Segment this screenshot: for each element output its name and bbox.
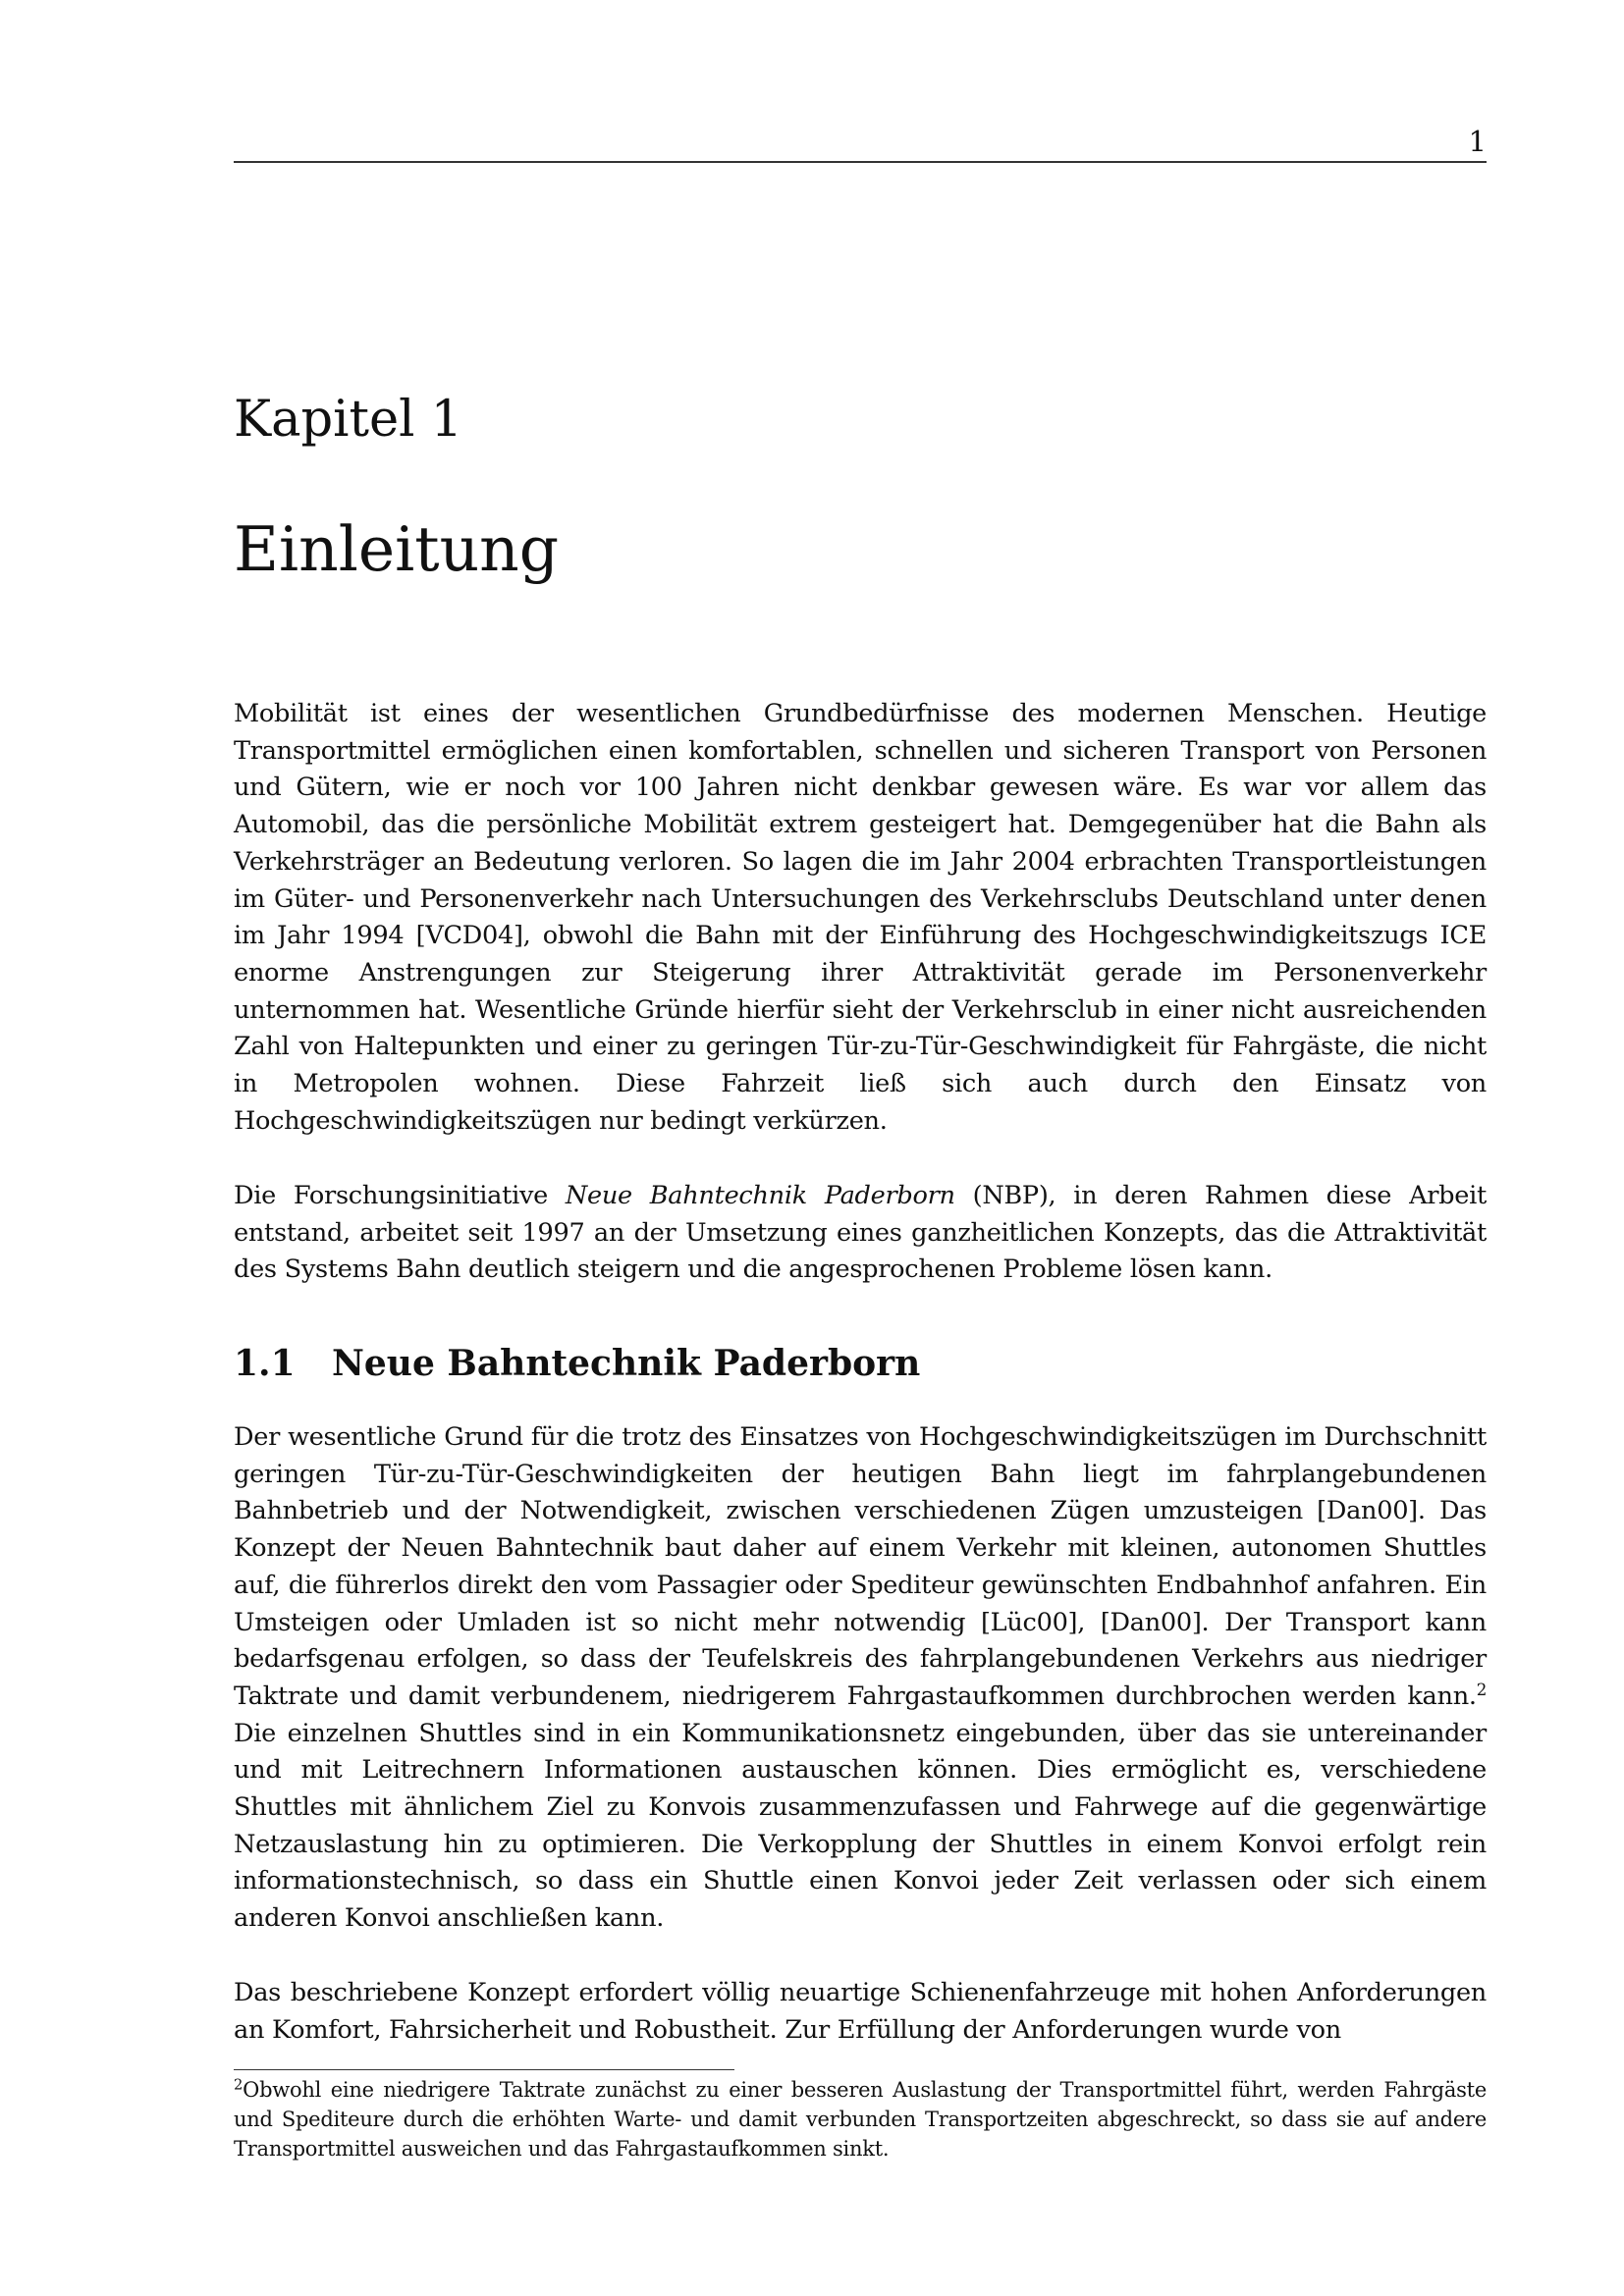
footnote-mark: 2: [234, 2076, 244, 2094]
paragraph-text: Die Forschungsinitiative: [234, 1181, 566, 1210]
chapter-label: Kapitel 1: [234, 391, 463, 449]
emphasis-project-name: Neue Bahntechnik Paderborn: [565, 1181, 955, 1210]
footnote: [234, 2075, 1487, 2163]
header-rule: [234, 161, 1487, 163]
paragraph-text: Die einzelnen Shuttles sind in ein Kommunikationsnetz eingebunden, über das sie untereinander und mit Leitrechnern Informationen austauschen können. Dies ermöglicht es, verschiedene Shuttles mit ähnlichem Ziel zu Konvois zusammenzufassen und Fahrwege auf die gegenwärtige Netzauslastung hin zu optimieren. Die Verkopplung der Shuttles in einem Konvoi erfolgt rein informationstechnisch, so dass ein Shuttle einen Konvoi jeder Zeit verlassen oder sich einem anderen Konvoi anschließen kann.: [234, 1718, 1487, 1934]
page-number: 1: [1468, 125, 1487, 158]
section-heading: [234, 1340, 920, 1387]
paragraph-nbp-initiative: [234, 1178, 1487, 1289]
paragraph-intro-mobility: Mobilität ist eines der wesentlichen Grundbedürfnisse des modernen Menschen. Heutige Transportmittel ermöglichen einen komfortablen, schnellen und sicheren Transport von Personen und Gütern, wie er noch vor 100 Jahren nicht denkbar gewesen wäre. Es war vor allem das Automobil, das die persönliche Mobilität extrem gesteigert hat. Demgegenüber hat die Bahn als Verkehrsträger an Bedeutung verloren. So lagen die im Jahr 2004 erbrachten Transportleistungen im Güter- und Personenverkehr nach Untersuchungen des Verkehrsclubs Deutschland unter denen im Jahr 1994 [VCD04], obwohl die Bahn mit der Einführung des Hochgeschwindigkeitszugs ICE enorme Anstrengungen zur Steigerung ihrer Attraktivität gerade im Personenverkehr unternommen hat. Wesentliche Gründe hierfür sieht der Verkehrsclub in einer nicht ausreichenden Zahl von Haltepunkten und einer zu geringen Tür-zu-Tür-Geschwindigkeit für Fahrgäste, die nicht in Metropolen wohnen. Diese Fahrzeit ließ sich auch durch den Einsatz von Hochgeschwindigkeitszügen nur bedingt verkürzen.: [234, 699, 1487, 1136]
paragraph-vehicle-requirements: Das beschriebene Konzept erfordert völlig neuartige Schienenfahrzeuge mit hohen Anforderungen an Komfort, Fahrsicherheit und Robustheit. Zur Erfüllung der Anforderungen wurde von: [234, 1978, 1487, 2045]
paragraph-text: (NBP), in deren Rahmen diese Arbeit entstand, arbeitet seit 1997 an der Umsetzung eines ganzheitlichen Konzepts, das die Attraktivität des Systems Bahn deutlich steigern und die angesprochenen Probleme lösen kann.: [234, 1181, 1487, 1285]
footnote-text: Obwohl eine niedrigere Taktrate zunächst zu einer besseren Auslastung der Transportmittel führt, werden Fahrgäste und Spediteure durch die erhöhten Warte- und damit verbunden Transportzeiten abgeschreckt, so dass sie auf andere Transportmittel ausweichen und das Fahrgastaufkommen sinkt.: [234, 2078, 1487, 2161]
chapter-title: Einleitung: [234, 513, 560, 585]
paragraph-shuttle-concept: [234, 1419, 1487, 1938]
paragraph-text: Der wesentliche Grund für die trotz des Einsatzes von Hochgeschwindigkeitszügen im Durchschnitt geringen Tür-zu-Tür-Geschwindigkeiten der heutigen Bahn liegt im fahrplangebundenen Bahnbetrieb und der Notwendigkeit, zwischen verschiedenen Zügen umzusteigen [Dan00]. Das Konzept der Neuen Bahntechnik baut daher auf einem Verkehr mit kleinen, autonomen Shuttles auf, die führerlos direkt den vom Passagier oder Spediteur gewünschten Endbahnhof anfahren. Ein Umsteigen oder Umladen ist so nicht mehr notwendig [Lüc00], [Dan00]. Der Transport kann bedarfsgenau erfolgen, so dass der Teufelskreis des fahrplangebundenen Verkehrs aus niedriger Taktrate und damit verbundenem, niedrigerem Fahrgastaufkommen durchbrochen werden kann.: [234, 1422, 1487, 1711]
footnote-reference[interactable]: 2: [1476, 1680, 1487, 1699]
section-number: 1.1: [234, 1343, 296, 1384]
section-title: Neue Bahntechnik Paderborn: [332, 1343, 921, 1384]
footnote-rule: [234, 2069, 734, 2070]
